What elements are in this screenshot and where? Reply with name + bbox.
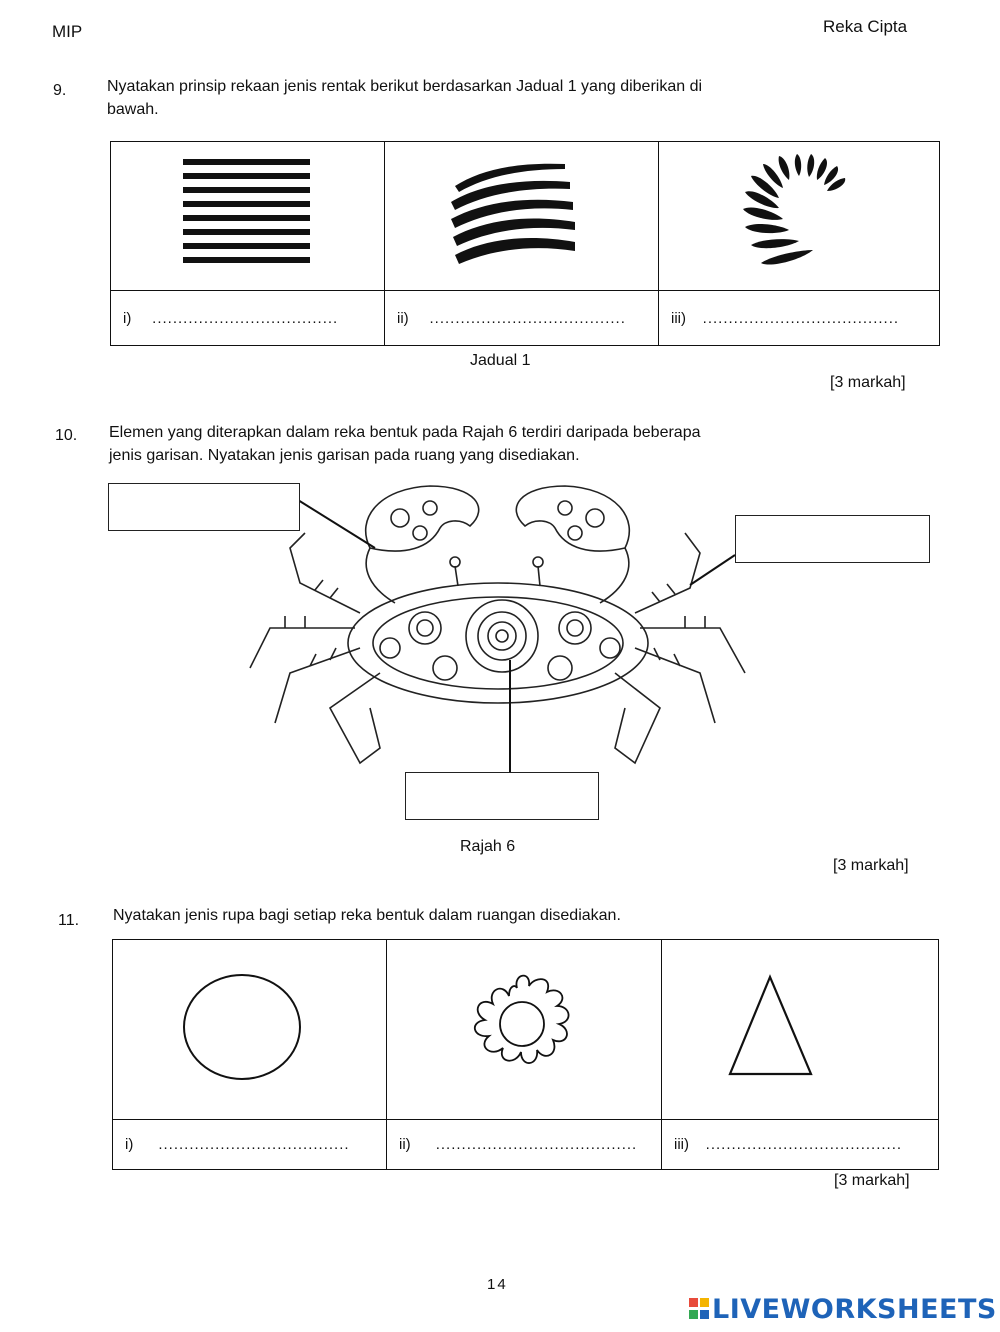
q11-shape-cell-3 [662, 940, 939, 1120]
q11-answer-blank-3[interactable]: ...................................... [705, 1136, 903, 1153]
q11-shape-cell-2 [387, 940, 662, 1120]
q11-answer-cell-2[interactable] [387, 1120, 662, 1170]
liveworksheets-brand: LIVEWORKSHEETS [712, 1294, 997, 1325]
q11-answer-label-3: iii) [674, 1136, 689, 1153]
circle-shape-image [113, 940, 386, 1114]
q9-answer-label-3: iii) [671, 309, 686, 327]
triangle-shape-image [662, 940, 938, 1114]
q10-number: 10. [55, 427, 78, 444]
q9-answer-blank-1[interactable]: .................................... [152, 309, 339, 327]
q10-text-line1: Elemen yang diterapkan dalam reka bentuk pada Rajah 6 terdiri daripada beberapa [109, 424, 701, 441]
q9-marks: [3 markah] [830, 374, 906, 391]
q10-marks: [3 markah] [833, 857, 909, 874]
q10-text-line2: jenis garisan. Nyatakan jenis garisan pada ruang yang disediakan. [109, 447, 580, 464]
q11-answer-label-1: i) [125, 1136, 134, 1153]
q10-caption: Rajah 6 [460, 838, 516, 855]
q11-answer-cell-3[interactable] [662, 1120, 939, 1170]
q9-answer-blank-2[interactable]: ...................................... [429, 309, 626, 327]
q9-answer-label-2: ii) [397, 309, 409, 327]
q9-caption: Jadual 1 [470, 352, 531, 369]
liveworksheets-logo-icon [688, 1296, 710, 1322]
q11-answer-blank-2[interactable]: ....................................... [435, 1136, 638, 1153]
header-left: MIP [52, 22, 83, 41]
q11-table [112, 939, 939, 1170]
q9-answer-blank-3[interactable]: ...................................... [702, 309, 900, 327]
page-number: 14 [487, 1276, 508, 1293]
q10-answer-box-right[interactable] [735, 515, 930, 563]
q11-text: Nyatakan jenis rupa bagi setiap reka bentuk dalam ruangan disediakan. [113, 907, 621, 924]
q11-answer-cell-1[interactable] [113, 1120, 387, 1170]
q9-answer-label-1: i) [123, 309, 132, 327]
q9-number: 9. [53, 82, 67, 99]
q11-marks: [3 markah] [834, 1172, 910, 1189]
q11-answer-blank-1[interactable]: ..................................... [158, 1136, 350, 1153]
q11-shape-cell-1 [113, 940, 387, 1120]
q11-number: 11. [58, 912, 80, 929]
q10-answer-box-left[interactable] [108, 483, 300, 531]
q11-answer-label-2: ii) [399, 1136, 411, 1153]
q10-answer-box-bottom[interactable] [405, 772, 599, 820]
q9-text-line2: bawah. [107, 101, 159, 118]
q9-text-line1: Nyatakan prinsip rekaan jenis rentak berikut berdasarkan Jadual 1 yang diberikan di [107, 78, 703, 95]
header-right: Reka Cipta [823, 17, 908, 36]
organic-blob-shape-image [387, 940, 661, 1114]
